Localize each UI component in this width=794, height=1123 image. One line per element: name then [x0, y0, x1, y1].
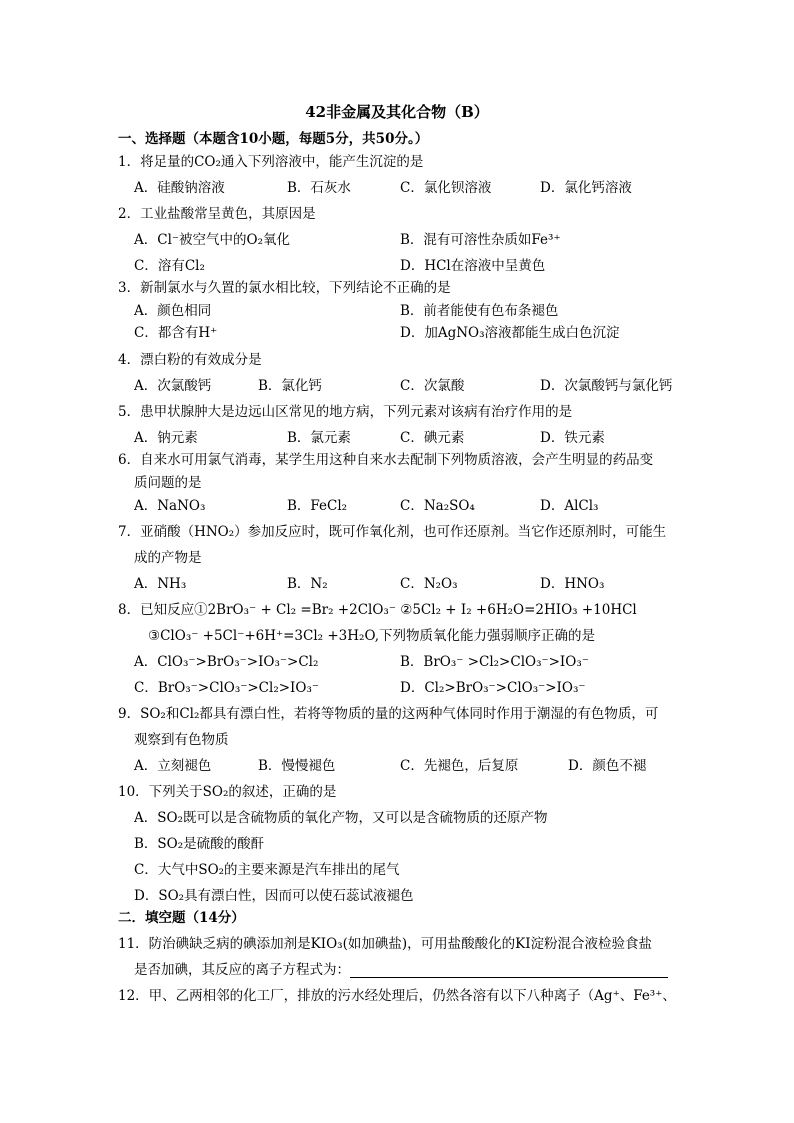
question-2-option-c: C．溶有Cl₂: [134, 258, 205, 274]
question-5-option-c: C．碘元素: [400, 430, 465, 446]
question-8-option-c: C．BrO₃⁻>ClO₃⁻>Cl₂>IO₃⁻: [134, 680, 319, 696]
question-4-option-a: A．次氯酸钙: [134, 378, 212, 394]
question-5-option-a: A．钠元素: [134, 430, 198, 446]
question-1-stem: 1．将足量的CO₂通入下列溶液中，能产生沉淀的是: [118, 154, 424, 170]
question-6-option-a: A．NaNO₃: [134, 498, 206, 514]
question-6-stem-line1: 6．自来水可用氯气消毒，某学生用这种自来水去配制下列物质溶液，会产生明显的药品变: [118, 452, 654, 468]
question-3-option-b: B．前者能使有色布条褪色: [400, 303, 559, 319]
question-9-stem-line1: 9．SO₂和Cl₂都具有漂白性，若将等物质的量的这两种气体同时作用于潮湿的有色物质，可: [118, 706, 659, 722]
question-10-option-a: A．SO₂既可以是含硫物质的氧化产物，又可以是含硫物质的还原产物: [134, 810, 548, 826]
question-7-stem-line2: 成的产物是: [134, 550, 202, 566]
question-1-option-c: C．氯化钡溶液: [400, 180, 492, 196]
question-10-option-c: C．大气中SO₂的主要来源是汽车排出的尾气: [134, 862, 400, 878]
question-1-option-d: D．氯化钙溶液: [540, 180, 632, 196]
question-11-stem-line1: 11．防治碘缺乏病的碘添加剂是KIO₃(如加碘盐)，可用盐酸酸化的KI淀粉混合液检验食盐: [118, 936, 653, 952]
question-10-stem: 10．下列关于SO₂的叙述，正确的是: [118, 784, 337, 800]
question-3-option-a: A．颜色相同: [134, 303, 212, 319]
question-12-stem-line1: 12．甲、乙两相邻的化工厂，排放的污水经处理后，仍然各溶有以下八种离子（Ag⁺、Fe³⁺、: [118, 988, 676, 1004]
question-7-option-c: C．N₂O₃: [400, 576, 458, 592]
question-3-option-c: C．都含有H⁺: [134, 325, 218, 341]
question-8-stem-line1: 8．已知反应①2BrO₃⁻ + Cl₂ =Br₂ +2ClO₃⁻ ②5Cl₂ + I₂ +6H₂O=2HIO₃ +10HCl: [118, 602, 637, 618]
question-7-option-d: D．HNO₃: [540, 576, 605, 592]
question-9-option-d: D．颜色不褪: [568, 758, 647, 774]
question-8-option-d: D．Cl₂>BrO₃⁻>ClO₃⁻>IO₃⁻: [400, 680, 586, 696]
question-4-option-c: C．次氯酸: [400, 378, 465, 394]
question-2-option-b: B．混有可溶性杂质如Fe³⁺: [400, 232, 561, 248]
question-9-option-b: B．慢慢褪色: [258, 758, 336, 774]
question-9-stem-line2: 观察到有色物质: [134, 732, 229, 748]
question-8-option-a: A．ClO₃⁻>BrO₃⁻>IO₃⁻>Cl₂: [134, 654, 319, 670]
page-title: 42非金属及其化合物（B）: [305, 103, 489, 121]
section-heading-fill-in: 二．填空题（14分）: [118, 910, 245, 926]
question-6-stem-line2: 质问题的是: [134, 475, 202, 491]
question-5-stem: 5．患甲状腺肿大是边远山区常见的地方病，下列元素对该病有治疗作用的是: [118, 404, 573, 420]
question-5-option-d: D．铁元素: [540, 430, 605, 446]
question-4-stem: 4．漂白粉的有效成分是: [118, 352, 262, 368]
question-8-stem-line2: ③ClO₃⁻ +5Cl⁻+6H⁺=3Cl₂ +3H₂O,下列物质氧化能力强弱顺序正确的是: [148, 628, 596, 644]
question-7-option-a: A．NH₃: [134, 576, 187, 592]
question-9-option-c: C．先褪色，后复原: [400, 758, 519, 774]
question-5-option-b: B．氯元素: [287, 430, 351, 446]
question-2-stem: 2．工业盐酸常呈黄色，其原因是: [118, 206, 316, 222]
question-10-option-b: B．SO₂是硫酸的酸酐: [134, 836, 265, 852]
question-2-option-d: D．HCl在溶液中呈黄色: [400, 258, 546, 274]
question-4-option-b: B．氯化钙: [258, 378, 322, 394]
question-1-option-b: B．石灰水: [287, 180, 351, 196]
question-4-option-d: D．次氯酸钙与氯化钙: [540, 378, 673, 394]
question-1-option-a: A．硅酸钠溶液: [134, 180, 225, 196]
question-7-stem-line1: 7．亚硝酸（HNO₂）参加反应时，既可作氧化剂，也可作还原剂。当它作还原剂时，可能生: [118, 524, 667, 540]
question-3-option-d: D．加AgNO₃溶液都能生成白色沉淀: [400, 325, 620, 341]
question-3-stem: 3．新制氯水与久置的氯水相比较，下列结论不正确的是: [118, 280, 451, 296]
answer-blank: [350, 963, 668, 978]
question-8-option-b: B．BrO₃⁻ >Cl₂>ClO₃⁻>IO₃⁻: [400, 654, 589, 670]
question-11-stem-line2-wrap: [134, 958, 668, 978]
question-11-stem-line2: 是否加碘，其反应的离子方程式为：: [134, 962, 350, 978]
question-9-option-a: A．立刻褪色: [134, 758, 212, 774]
question-7-option-b: B．N₂: [287, 576, 328, 592]
section-heading-choice: 一、选择题（本题含10小题，每题5分，共50分。）: [118, 131, 429, 147]
question-10-option-d: D．SO₂具有漂白性，因而可以使石蕊试液褪色: [134, 888, 414, 904]
question-6-option-c: C．Na₂SO₄: [400, 498, 475, 514]
question-2-option-a: A．Cl⁻被空气中的O₂氧化: [134, 232, 291, 248]
question-6-option-b: B．FeCl₂: [287, 498, 348, 514]
question-6-option-d: D．AlCl₃: [540, 498, 599, 514]
